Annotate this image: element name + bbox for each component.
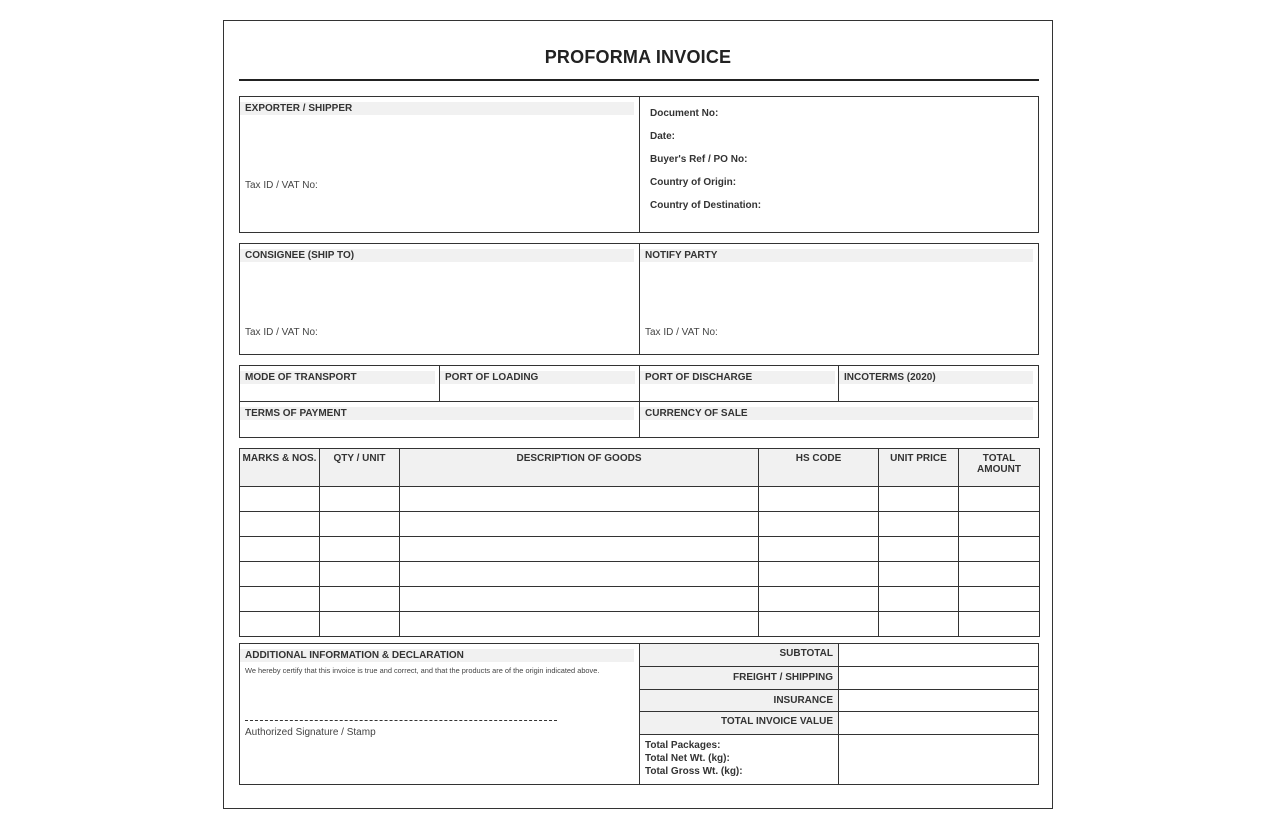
table-cell[interactable] (759, 612, 879, 637)
table-cell[interactable] (320, 512, 400, 537)
divider (640, 734, 1038, 735)
table-row (240, 537, 1040, 562)
goods-table-header (240, 449, 1040, 487)
table-cell[interactable] (400, 587, 759, 612)
terms-of-payment-label: TERMS OF PAYMENT (240, 407, 634, 420)
total-gross-wt-label: Total Gross Wt. (kg): (645, 766, 743, 777)
port-of-loading-label: PORT OF LOADING (440, 371, 635, 384)
table-cell[interactable] (879, 562, 959, 587)
doc-info-fields (640, 97, 1038, 232)
table-cell[interactable] (240, 587, 320, 612)
freight-label: FREIGHT / SHIPPING (640, 667, 838, 689)
shipping-terms-box (239, 365, 1039, 438)
insurance-label: INSURANCE (640, 690, 838, 711)
table-cell[interactable] (959, 587, 1040, 612)
total-packages-label: Total Packages: (645, 740, 721, 751)
table-cell[interactable] (959, 487, 1040, 512)
date-label: Date: (650, 131, 676, 142)
country-of-origin-label: Country of Origin: (650, 177, 737, 188)
table-cell[interactable] (759, 487, 879, 512)
table-row (240, 587, 1040, 612)
currency-of-sale-label: CURRENCY OF SALE (640, 407, 1033, 420)
buyer-ref-label: Buyer's Ref / PO No: (650, 154, 748, 165)
table-cell[interactable] (959, 562, 1040, 587)
table-cell[interactable] (400, 512, 759, 537)
goods-table (239, 448, 1040, 637)
exporter-tax-label: Tax ID / VAT No: (245, 180, 318, 191)
unit-price-header: UNIT PRICE (879, 449, 959, 487)
table-cell[interactable] (879, 512, 959, 537)
total-amount-header-line1: TOTAL (982, 453, 1016, 464)
table-row (240, 562, 1040, 587)
table-cell[interactable] (400, 487, 759, 512)
table-cell[interactable] (400, 612, 759, 637)
country-of-destination-label: Country of Destination: (650, 200, 762, 211)
table-cell[interactable] (879, 537, 959, 562)
table-cell[interactable] (879, 612, 959, 637)
table-cell[interactable] (320, 537, 400, 562)
declaration-totals-box (239, 643, 1039, 785)
description-header: DESCRIPTION OF GOODS (400, 449, 759, 487)
title-rule (239, 79, 1039, 81)
table-row (240, 612, 1040, 637)
table-cell[interactable] (320, 612, 400, 637)
notify-tax-label: Tax ID / VAT No: (645, 327, 718, 338)
table-cell[interactable] (759, 537, 879, 562)
declaration-text: We hereby certify that this invoice is true and correct, and that the products are of the origin indicated above. (245, 666, 600, 675)
total-amount-header-line2: AMOUNT (977, 464, 1021, 475)
incoterms-label: INCOTERMS (2020) (839, 371, 1033, 384)
table-cell[interactable] (240, 537, 320, 562)
table-cell[interactable] (400, 537, 759, 562)
declaration-label: ADDITIONAL INFORMATION & DECLARATION (240, 649, 634, 662)
table-cell[interactable] (959, 537, 1040, 562)
document-no-label: Document No: (650, 108, 719, 119)
page-title: PROFORMA INVOICE (544, 47, 732, 67)
table-cell[interactable] (320, 587, 400, 612)
total-invoice-value-label: TOTAL INVOICE VALUE (640, 712, 838, 734)
table-cell[interactable] (240, 487, 320, 512)
consignee-tax-label: Tax ID / VAT No: (245, 327, 318, 338)
table-cell[interactable] (240, 612, 320, 637)
qty-header: QTY / UNIT (320, 449, 400, 487)
table-cell[interactable] (240, 562, 320, 587)
marks-header: MARKS & NOS. (240, 449, 320, 487)
totals-panel (640, 644, 1038, 784)
notify-party-label: NOTIFY PARTY (640, 249, 1033, 262)
total-net-wt-label: Total Net Wt. (kg): (645, 753, 730, 764)
table-cell[interactable] (959, 512, 1040, 537)
port-of-discharge-label: PORT OF DISCHARGE (640, 371, 835, 384)
consignee-label: CONSIGNEE (SHIP TO) (240, 249, 634, 262)
signature-line (245, 720, 557, 721)
table-cell[interactable] (759, 562, 879, 587)
table-cell[interactable] (400, 562, 759, 587)
table-cell[interactable] (879, 587, 959, 612)
table-cell[interactable] (879, 487, 959, 512)
divider (838, 644, 839, 784)
exporter-label: EXPORTER / SHIPPER (240, 102, 634, 115)
table-row (240, 487, 1040, 512)
mode-of-transport-label: MODE OF TRANSPORT (240, 371, 435, 384)
hs-code-header: HS CODE (759, 449, 879, 487)
table-cell[interactable] (320, 487, 400, 512)
table-cell[interactable] (759, 512, 879, 537)
total-amount-header (959, 449, 1040, 487)
table-cell[interactable] (759, 587, 879, 612)
invoice-page (223, 20, 1053, 809)
table-cell[interactable] (240, 512, 320, 537)
signature-label: Authorized Signature / Stamp (245, 727, 376, 738)
exporter-docinfo-box (239, 96, 1039, 233)
table-cell[interactable] (959, 612, 1040, 637)
table-row (240, 512, 1040, 537)
table-cell[interactable] (320, 562, 400, 587)
consignee-notify-box (239, 243, 1039, 355)
subtotal-label: SUBTOTAL (640, 644, 838, 666)
